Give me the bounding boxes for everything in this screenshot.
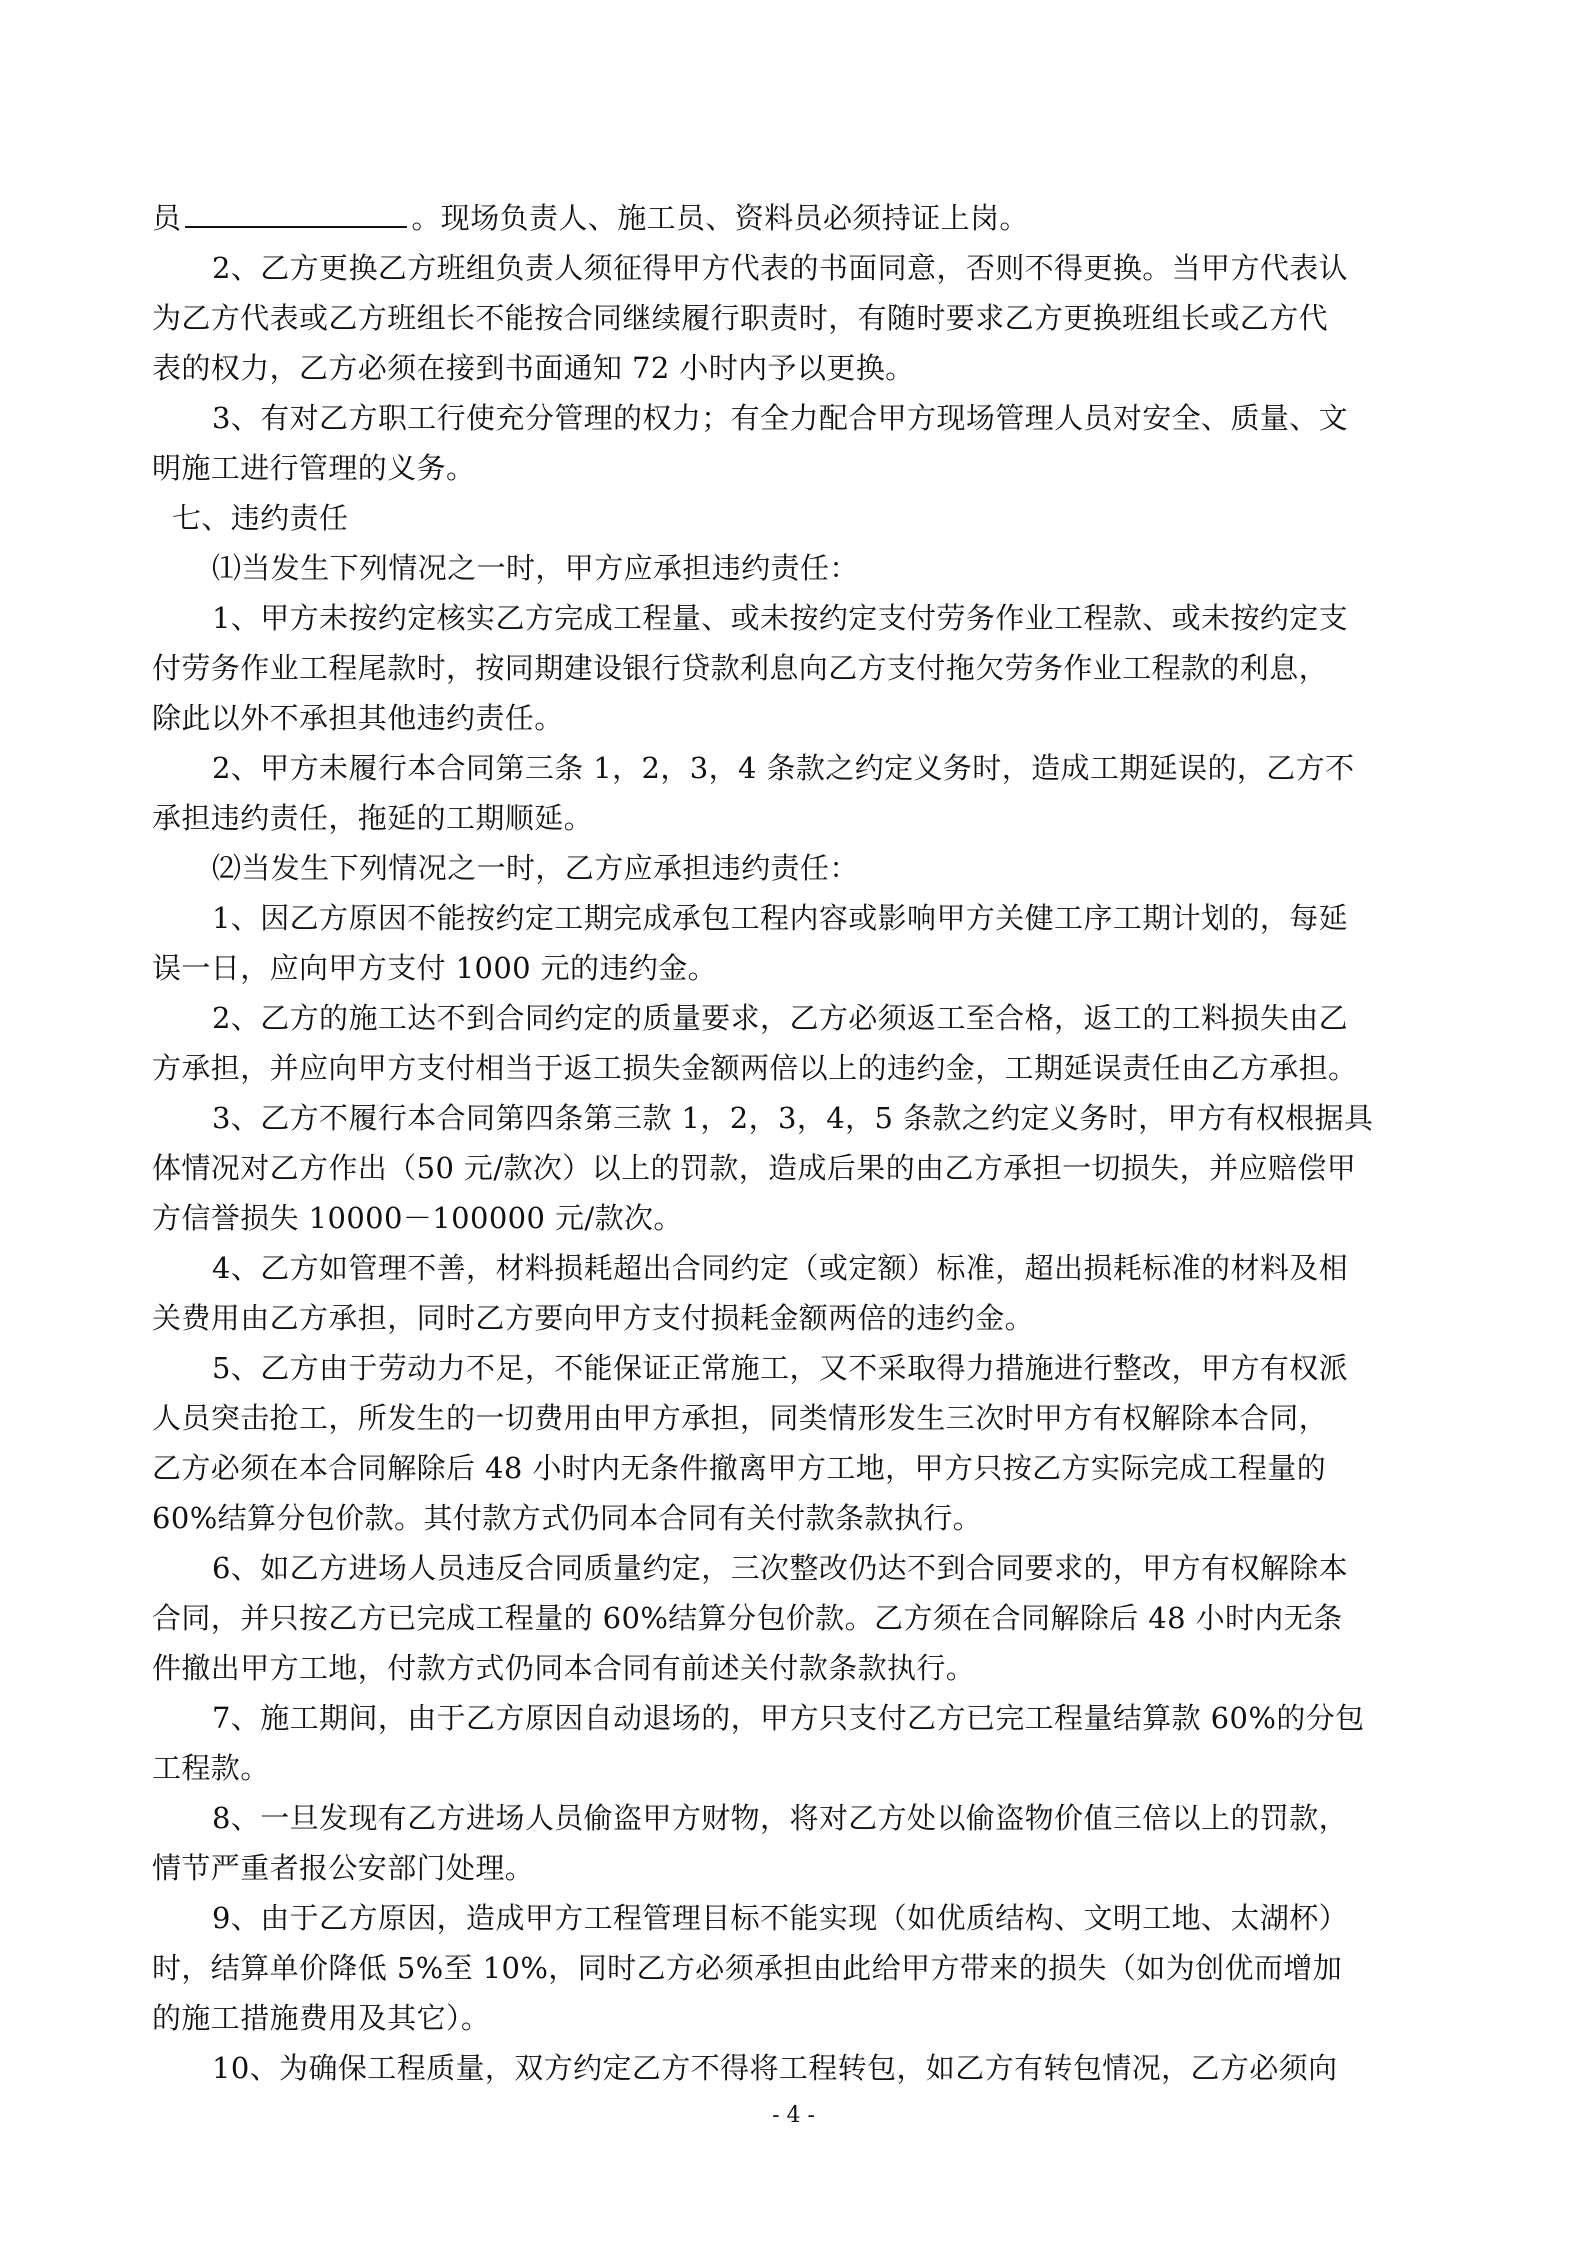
line-text: 方信誉损失 10000－100000 元/款次。 — [152, 1201, 683, 1235]
text-line — [152, 1093, 1442, 1143]
line-text: 1、甲方未按约定核实乙方完成工程量、或未按约定支付劳务作业工程款、或未按约定支 — [212, 601, 1349, 635]
line-text: 4、乙方如管理不善，材料损耗超出合同约定（或定额）标准，超出损耗标准的材料及相 — [212, 1251, 1349, 1285]
text-line — [152, 1293, 1442, 1343]
line-text: 员 — [152, 201, 182, 235]
line-text: 除此以外不承担其他违约责任。 — [152, 701, 564, 735]
text-line — [152, 1743, 1442, 1793]
line-text: 明施工进行管理的义务。 — [152, 451, 476, 485]
line-text: 6、如乙方进场人员违反合同质量约定，三次整改仍达不到合同要求的，甲方有权解除本 — [212, 1551, 1349, 1585]
line-text: 乙方必须在本合同解除后 48 小时内无条件撤离甲方工地，甲方只按乙方实际完成工程量的 — [152, 1451, 1327, 1485]
line-text: 2、乙方的施工达不到合同约定的质量要求，乙方必须返工至合格，返工的工料损失由乙 — [212, 1001, 1349, 1035]
text-line — [152, 293, 1442, 343]
text-line — [152, 1693, 1442, 1743]
text-line — [152, 1043, 1442, 1093]
line-text: 件撤出甲方工地，付款方式仍同本合同有前述关付款条款执行。 — [152, 1651, 976, 1685]
text-line — [152, 1443, 1442, 1493]
line-text: 情节严重者报公安部门处理。 — [152, 1851, 535, 1885]
line-text: 付劳务作业工程尾款时，按同期建设银行贷款利息向乙方支付拖欠劳务作业工程款的利息， — [152, 651, 1329, 685]
text-line — [152, 943, 1442, 993]
contract-text — [152, 193, 1442, 2093]
line-text: 7、施工期间，由于乙方原因自动退场的，甲方只支付乙方已完工程量结算款 60%的分包 — [212, 1701, 1365, 1735]
line-text: 1、因乙方原因不能按约定工期完成承包工程内容或影响甲方关健工序工期计划的，每延 — [212, 901, 1349, 935]
line-text: 工程款。 — [152, 1751, 270, 1785]
line-text: 5、乙方由于劳动力不足，不能保证正常施工，又不采取得力措施进行整改，甲方有权派 — [212, 1351, 1349, 1385]
fill-in-blank — [185, 204, 407, 228]
text-line — [152, 593, 1442, 643]
text-line — [152, 1543, 1442, 1593]
text-line — [152, 1343, 1442, 1393]
line-text: 误一日，应向甲方支付 1000 元的违约金。 — [152, 951, 718, 985]
text-line — [152, 1393, 1442, 1443]
text-line — [152, 343, 1442, 393]
text-line — [152, 543, 1442, 593]
text-line — [152, 1243, 1442, 1293]
line-text: 方承担，并应向甲方支付相当于返工损失金额两倍以上的违约金，工期延误责任由乙方承担。 — [152, 1051, 1358, 1085]
text-line — [152, 1793, 1442, 1843]
line-text: 合同，并只按乙方已完成工程量的 60%结算分包价款。乙方须在合同解除后 48 小时内无条 — [152, 1601, 1343, 1635]
line-text: 为乙方代表或乙方班组长不能按合同继续履行职责时，有随时要求乙方更换班组长或乙方代 — [152, 301, 1329, 335]
text-line — [152, 1493, 1442, 1543]
text-line — [152, 493, 1442, 543]
line-text: 体情况对乙方作出（50 元/款次）以上的罚款，造成后果的由乙方承担一切损失，并应赔偿甲 — [152, 1151, 1357, 1185]
text-line — [152, 2043, 1442, 2093]
line-text: 3、有对乙方职工行使充分管理的权力；有全力配合甲方现场管理人员对安全、质量、文 — [212, 401, 1349, 435]
text-line — [152, 693, 1442, 743]
text-line — [152, 443, 1442, 493]
line-text: ⑴当发生下列情况之一时，甲方应承担违约责任： — [212, 551, 859, 585]
line-text: 七、违约责任 — [172, 501, 349, 535]
line-text: 3、乙方不履行本合同第四条第三款 1，2，3，4，5 条款之约定义务时，甲方有权根据具 — [212, 1101, 1374, 1135]
line-text: 2、乙方更换乙方班组负责人须征得甲方代表的书面同意，否则不得更换。当甲方代表认 — [212, 251, 1349, 285]
text-line — [152, 1593, 1442, 1643]
text-line — [152, 843, 1442, 893]
text-line — [152, 1193, 1442, 1243]
text-line — [152, 1893, 1442, 1943]
line-text: ⑵当发生下列情况之一时，乙方应承担违约责任： — [212, 851, 859, 885]
text-line — [152, 1993, 1442, 2043]
line-text-after-blank: 。现场负责人、施工员、资料员必须持证上岗。 — [411, 201, 1029, 235]
line-text: 关费用由乙方承担，同时乙方要向甲方支付损耗金额两倍的违约金。 — [152, 1301, 1035, 1335]
text-line — [152, 893, 1442, 943]
line-text: 承担违约责任，拖延的工期顺延。 — [152, 801, 594, 835]
text-line — [152, 243, 1442, 293]
text-line — [152, 793, 1442, 843]
line-text: 人员突击抢工，所发生的一切费用由甲方承担，同类情形发生三次时甲方有权解除本合同， — [152, 1401, 1329, 1435]
text-line — [152, 1843, 1442, 1893]
text-line — [152, 193, 1442, 243]
line-text: 时，结算单价降低 5%至 10%，同时乙方必须承担由此给甲方带来的损失（如为创优而增加 — [152, 1951, 1343, 1985]
text-line — [152, 393, 1442, 443]
page-number: - 4 - — [772, 2103, 815, 2128]
text-line — [152, 1643, 1442, 1693]
line-text: 的施工措施费用及其它）。 — [152, 2001, 491, 2035]
line-text: 8、一旦发现有乙方进场人员偷盗甲方财物，将对乙方处以偷盗物价值三倍以上的罚款， — [212, 1801, 1349, 1835]
line-text: 表的权力，乙方必须在接到书面通知 72 小时内予以更换。 — [152, 351, 915, 385]
line-text: 10、为确保工程质量，双方约定乙方不得将工程转包，如乙方有转包情况，乙方必须向 — [212, 2051, 1338, 2085]
line-text: 2、甲方未履行本合同第三条 1，2，3，4 条款之约定义务时，造成工期延误的，乙方不 — [212, 751, 1355, 785]
text-line — [152, 993, 1442, 1043]
text-line — [152, 1143, 1442, 1193]
line-text: 9、由于乙方原因，造成甲方工程管理目标不能实现（如优质结构、文明工地、太湖杯） — [212, 1901, 1349, 1935]
line-text: 60%结算分包价款。其付款方式仍同本合同有关付款条款执行。 — [152, 1501, 983, 1535]
text-line — [152, 643, 1442, 693]
text-line — [152, 1943, 1442, 1993]
text-line — [152, 743, 1442, 793]
